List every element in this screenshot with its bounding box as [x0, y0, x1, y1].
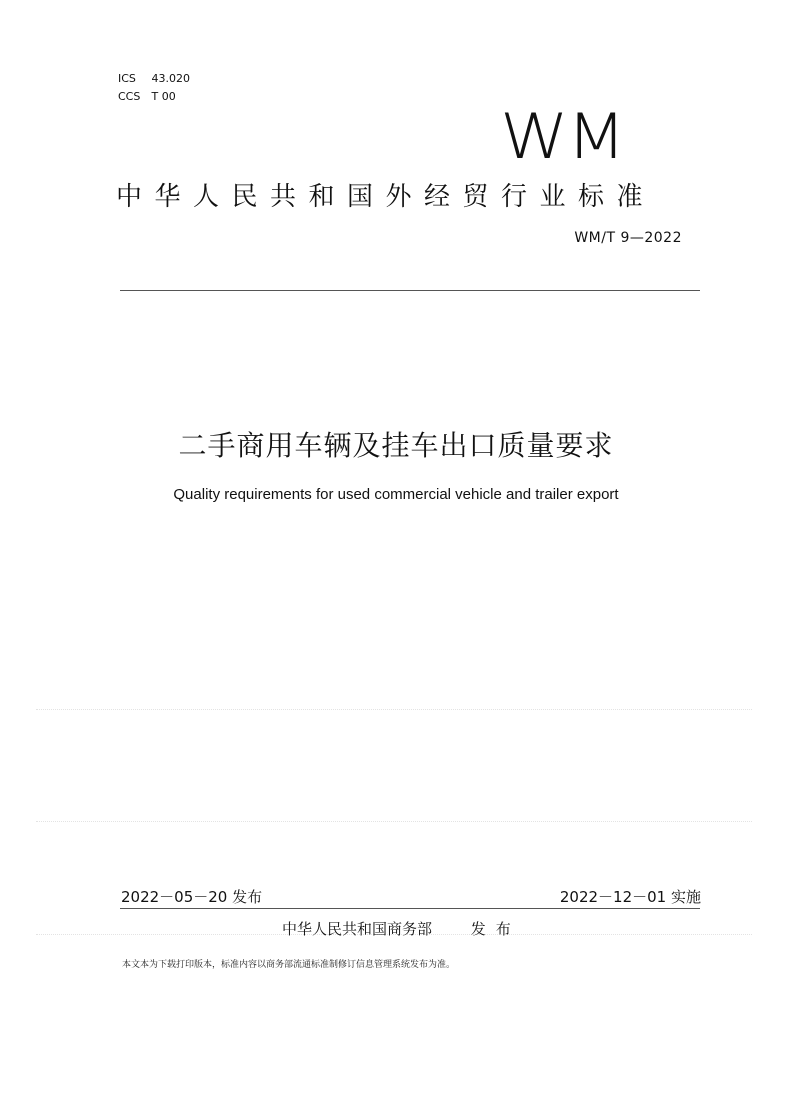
faint-divider [36, 821, 752, 822]
document-title-en: Quality requirements for used commercial vehicle and trailer export [173, 486, 619, 503]
top-divider [120, 290, 700, 291]
standard-category: 中华人民共和国外经贸行业标准 [116, 182, 656, 212]
ccs-line [118, 90, 176, 104]
publish-action: 发布 [470, 920, 521, 938]
wm-logo: WM [500, 100, 625, 173]
ics-line [118, 72, 190, 86]
footnote: 本文本为下载打印版本，标准内容以商务部流通标准制修订信息管理系统发布为准。 [122, 960, 456, 970]
standard-code: WM/T 9—2022 [574, 230, 682, 246]
document-title-cn: 二手商用车辆及挂车出口质量要求 [178, 429, 614, 462]
implementation-date: 2022－12－01 实施 [559, 888, 701, 906]
ics-value: 43.020 [151, 72, 190, 85]
ics-label: ICS [118, 72, 136, 85]
publisher-line [282, 918, 521, 939]
release-date: 2022－05－20 发布 [121, 888, 263, 906]
ccs-value: T 00 [151, 90, 176, 103]
faint-divider [36, 709, 752, 710]
publisher-name: 中华人民共和国商务部 [282, 920, 433, 938]
bottom-divider [120, 908, 700, 909]
ccs-label: CCS [118, 90, 141, 103]
